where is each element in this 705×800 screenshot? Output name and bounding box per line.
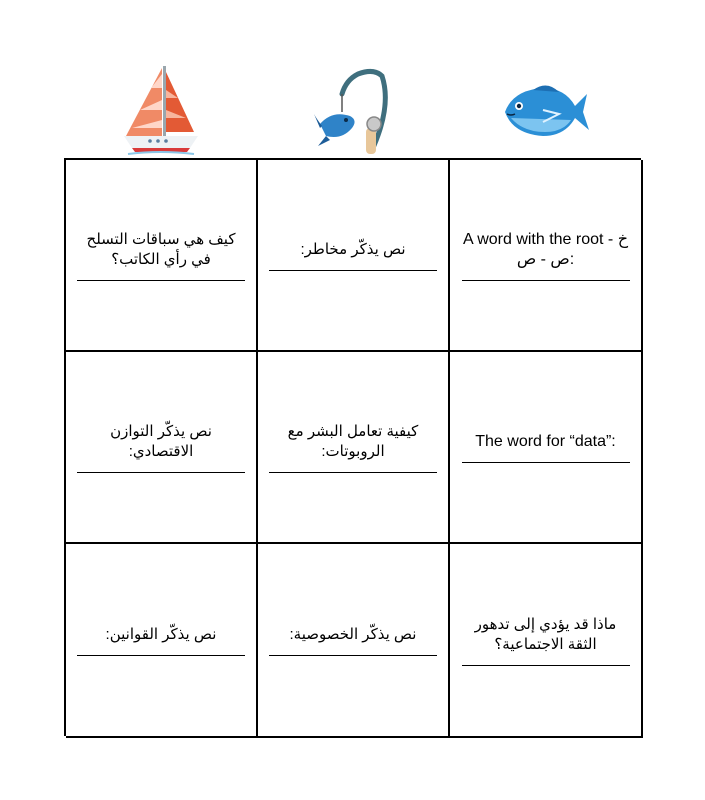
- answer-line[interactable]: [269, 472, 437, 473]
- cell-prompt: ماذا قد يؤدي إلى تدهور الثقة الاجتماعية؟: [474, 615, 617, 653]
- answer-line[interactable]: [462, 665, 630, 666]
- answer-line[interactable]: [269, 270, 437, 271]
- cell-prompt: كيف هي سباقات التسلح في رأي الكاتب؟: [86, 230, 236, 268]
- cell-prompt: كيفية تعامل البشر مع الروبوتات:: [287, 422, 419, 460]
- grid-cell: [258, 160, 450, 352]
- answer-line[interactable]: [77, 472, 245, 473]
- cell-prompt: The word for “data”:: [475, 432, 616, 450]
- fish-icon: [503, 84, 589, 138]
- grid-cell: [258, 544, 450, 738]
- sailboat-icon: [120, 66, 200, 156]
- answer-line[interactable]: [462, 280, 630, 281]
- answer-line[interactable]: [269, 655, 437, 656]
- fishing-rod-icon: [312, 66, 394, 156]
- answer-line[interactable]: [77, 280, 245, 281]
- grid-cell: [66, 352, 258, 544]
- grid-cell: [450, 160, 643, 352]
- grid-cell: [66, 160, 258, 352]
- grid-cell: [258, 352, 450, 544]
- grid-cell: [450, 544, 643, 738]
- bingo-grid: [64, 158, 641, 736]
- cell-prompt: نص يذكّر مخاطر:: [300, 240, 406, 258]
- grid-cell: [450, 352, 643, 544]
- cell-prompt: نص يذكّر القوانين:: [105, 625, 217, 643]
- answer-line[interactable]: [462, 462, 630, 463]
- cell-prompt: نص يذكّر التوازن الاقتصادي:: [110, 422, 212, 460]
- cell-prompt: نص يذكّر الخصوصية:: [289, 625, 417, 643]
- answer-line[interactable]: [77, 655, 245, 656]
- grid-cell: [66, 544, 258, 738]
- cell-prompt: A word with the root خ - ص - ص:: [462, 230, 629, 268]
